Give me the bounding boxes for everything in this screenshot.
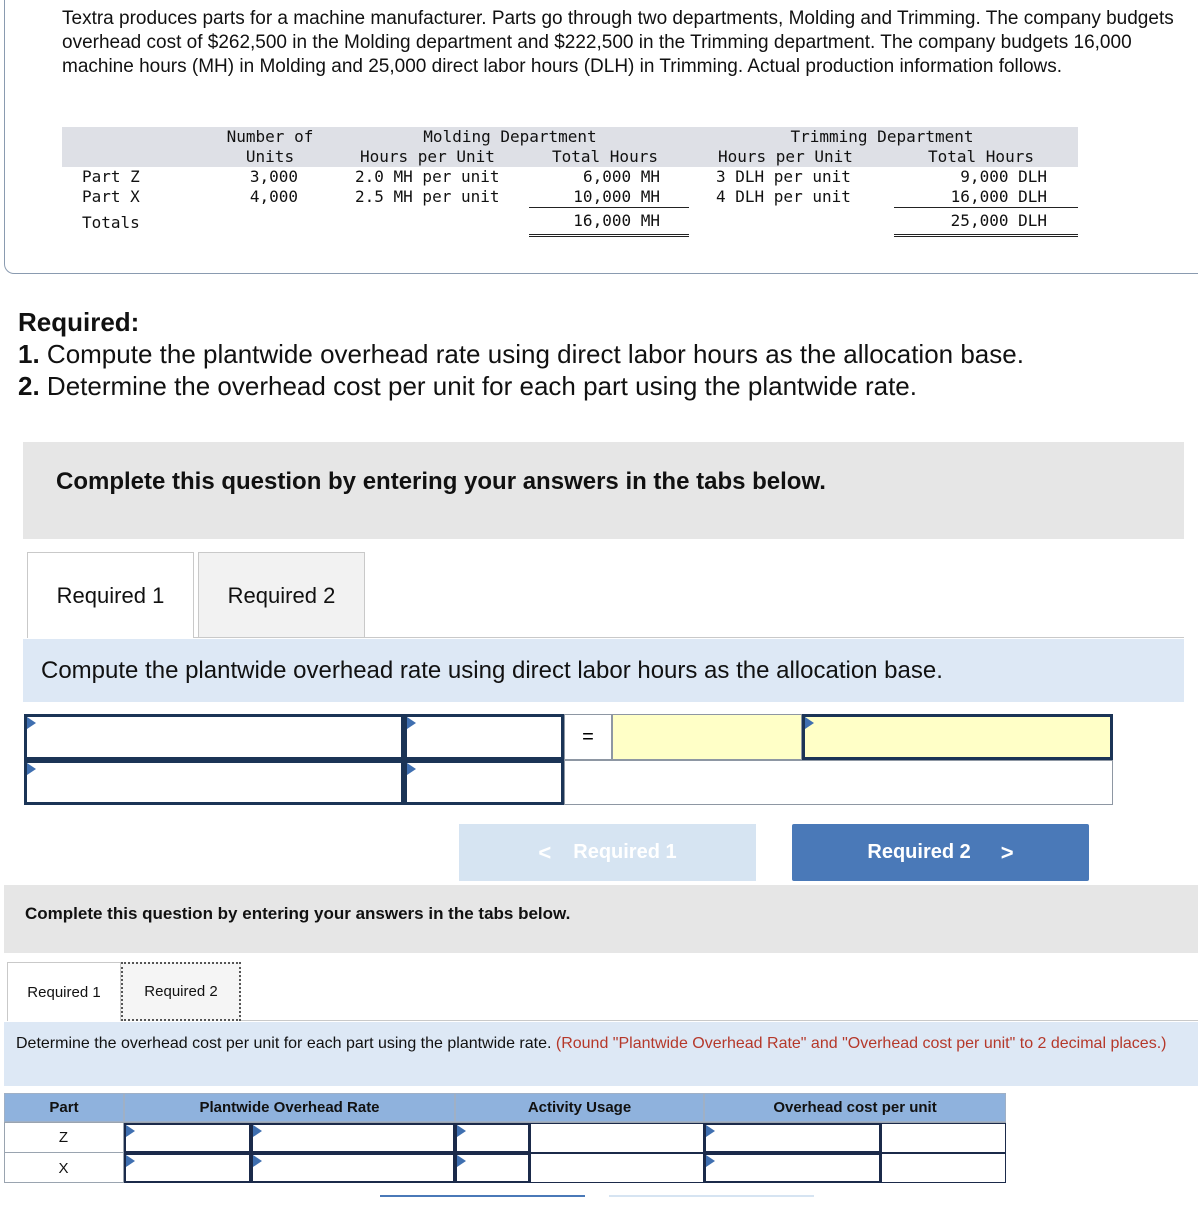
row-part-cell: Z bbox=[4, 1123, 124, 1153]
question-banner-text: Complete this question by entering your answers in the tabs below. bbox=[56, 468, 826, 495]
tab-required-1-b[interactable]: Required 1 bbox=[7, 962, 121, 1021]
problem-intro: Textra produces parts for a machine manufacturer. Parts go through two departments, Molding and Trimming. The company budgets overhead cost of $262,500 in the Molding department and $222,500 in the Trimming department. The company budgets 16,000 machine hours (MH) in Molding and 25,000 direct labor hours (DLH) in Trimming. Actual production information follows. bbox=[62, 8, 1174, 77]
total-double-rule-dlh bbox=[894, 234, 1078, 238]
tab-required-2-b[interactable]: Required 2 bbox=[121, 962, 241, 1021]
rate-value-input[interactable] bbox=[612, 714, 802, 760]
next-button-label: Required 2 bbox=[867, 841, 971, 863]
required-heading: Required: bbox=[18, 307, 140, 337]
required-section bbox=[18, 306, 1178, 402]
overhead-cost-input-z[interactable] bbox=[704, 1123, 881, 1153]
dropdown-marker-icon bbox=[457, 1125, 466, 1137]
activity-usage-value-input-x[interactable] bbox=[455, 1153, 530, 1183]
rate-unit-input-x[interactable] bbox=[251, 1153, 455, 1183]
rate-unit-input-z[interactable] bbox=[251, 1123, 455, 1153]
next-required-2-button[interactable] bbox=[792, 824, 1089, 881]
numerator-label-input[interactable] bbox=[24, 714, 404, 760]
dropdown-marker-icon bbox=[407, 717, 416, 729]
denominator-label-input[interactable] bbox=[24, 760, 404, 805]
prev-button-label: Required 1 bbox=[573, 841, 677, 863]
instruction-text: Compute the plantwide overhead rate using direct labor hours as the allocation base. bbox=[41, 657, 943, 684]
overhead-cost-input-x[interactable] bbox=[704, 1153, 881, 1183]
dropdown-marker-icon bbox=[457, 1155, 466, 1167]
tab-required-2[interactable]: Required 2 bbox=[198, 552, 365, 638]
row-dlh-per-unit: 3 DLH per unit bbox=[716, 167, 851, 186]
row-mh-total: 6,000 MH bbox=[582, 167, 660, 186]
rate-value-input-x[interactable] bbox=[124, 1153, 251, 1183]
col-header-part: Part bbox=[4, 1093, 124, 1122]
totals-dlh: 25,000 DLH bbox=[950, 211, 1047, 230]
col-header-units-1: Number of bbox=[226, 127, 314, 146]
row-mh-total: 10,000 MH bbox=[573, 187, 660, 206]
activity-usage-value-input-z[interactable] bbox=[455, 1123, 530, 1153]
rate-unit-input[interactable] bbox=[802, 714, 1113, 760]
row-dlh-per-unit: 4 DLH per unit bbox=[716, 187, 851, 206]
dropdown-marker-icon bbox=[126, 1125, 135, 1137]
row-part-label: Part X bbox=[82, 187, 140, 206]
col-header-units-2: Units bbox=[245, 147, 295, 166]
subtotal-rule-dlh bbox=[894, 207, 1078, 208]
chevron-right-icon: > bbox=[1000, 839, 1014, 865]
col-header-activity-usage: Activity Usage bbox=[455, 1093, 704, 1122]
dropdown-marker-icon bbox=[706, 1125, 715, 1137]
activity-usage-unit-input-z[interactable] bbox=[530, 1123, 704, 1153]
col-header-dlh-total: Total Hours bbox=[928, 147, 1034, 166]
overhead-cost-unit-z[interactable] bbox=[881, 1123, 1006, 1153]
col-header-overhead-cost: Overhead cost per unit bbox=[704, 1093, 1006, 1122]
numerator-value-input[interactable] bbox=[404, 714, 564, 760]
dropdown-marker-icon bbox=[805, 717, 814, 729]
denominator-value-input[interactable] bbox=[404, 760, 564, 805]
dropdown-marker-icon bbox=[126, 1155, 135, 1167]
totals-mh: 16,000 MH bbox=[573, 211, 660, 230]
col-header-trimming: Trimming Department bbox=[790, 127, 974, 146]
question-banner-2-text: Complete this question by entering your answers in the tabs below. bbox=[25, 904, 571, 923]
dropdown-marker-icon bbox=[407, 763, 416, 775]
dropdown-marker-icon bbox=[706, 1155, 715, 1167]
row-part-cell: X bbox=[4, 1153, 124, 1183]
activity-usage-unit-input-x[interactable] bbox=[530, 1153, 704, 1183]
col-header-mh-per-unit: Hours per Unit bbox=[360, 147, 495, 166]
required-item-2: Determine the overhead cost per unit for each part using the plantwide rate. bbox=[39, 371, 917, 401]
tab-divider-2 bbox=[241, 1020, 1198, 1021]
next-button-cutoff[interactable] bbox=[609, 1195, 814, 1207]
row-units: 3,000 bbox=[249, 167, 298, 186]
instruction-panel bbox=[23, 639, 1184, 702]
question-banner bbox=[23, 442, 1184, 539]
overhead-cost-unit-x[interactable] bbox=[881, 1153, 1006, 1183]
col-header-molding: Molding Department bbox=[423, 127, 597, 146]
instruction-panel-2 bbox=[4, 1022, 1198, 1086]
col-header-plantwide-rate: Plantwide Overhead Rate bbox=[124, 1093, 455, 1122]
col-header-dlh-per-unit: Hours per Unit bbox=[718, 147, 853, 166]
dropdown-marker-icon bbox=[253, 1125, 262, 1137]
col-header-mh-total: Total Hours bbox=[552, 147, 658, 166]
tab-required-1[interactable]: Required 1 bbox=[27, 552, 194, 638]
chevron-left-icon: < bbox=[538, 839, 552, 865]
dropdown-marker-icon bbox=[27, 763, 36, 775]
question-banner-2 bbox=[4, 885, 1198, 953]
required-item-1-number: 1. bbox=[18, 339, 40, 369]
rate-value-input-z[interactable] bbox=[124, 1123, 251, 1153]
subtotal-rule-mh bbox=[529, 207, 689, 208]
required-item-2-number: 2. bbox=[18, 371, 40, 401]
instruction-main: Determine the overhead cost per unit for each part using the plantwide rate. bbox=[16, 1035, 556, 1052]
total-double-rule-mh bbox=[529, 234, 689, 238]
row-units: 4,000 bbox=[249, 187, 298, 206]
equals-sign: = bbox=[564, 714, 612, 760]
totals-label: Totals bbox=[82, 213, 140, 232]
row-dlh-total: 16,000 DLH bbox=[950, 187, 1047, 206]
tab-divider bbox=[193, 637, 1184, 638]
required-item-1: Compute the plantwide overhead rate using direct labor hours as the allocation base. bbox=[39, 339, 1024, 369]
prev-button-cutoff[interactable] bbox=[380, 1195, 585, 1207]
row-part-label: Part Z bbox=[82, 167, 140, 186]
rounding-note: (Round "Plantwide Overhead Rate" and "Overhead cost per unit" to 2 decimal places.) bbox=[555, 1035, 1167, 1052]
row-dlh-total: 9,000 DLH bbox=[960, 167, 1047, 186]
row-mh-per-unit: 2.5 MH per unit bbox=[355, 187, 500, 206]
dropdown-marker-icon bbox=[27, 717, 36, 729]
instruction-text-2 bbox=[16, 1033, 1196, 1054]
denominator-empty-cell bbox=[564, 760, 1113, 805]
dropdown-marker-icon bbox=[253, 1155, 262, 1167]
row-mh-per-unit: 2.0 MH per unit bbox=[355, 167, 500, 186]
prev-required-1-button[interactable] bbox=[459, 824, 756, 881]
